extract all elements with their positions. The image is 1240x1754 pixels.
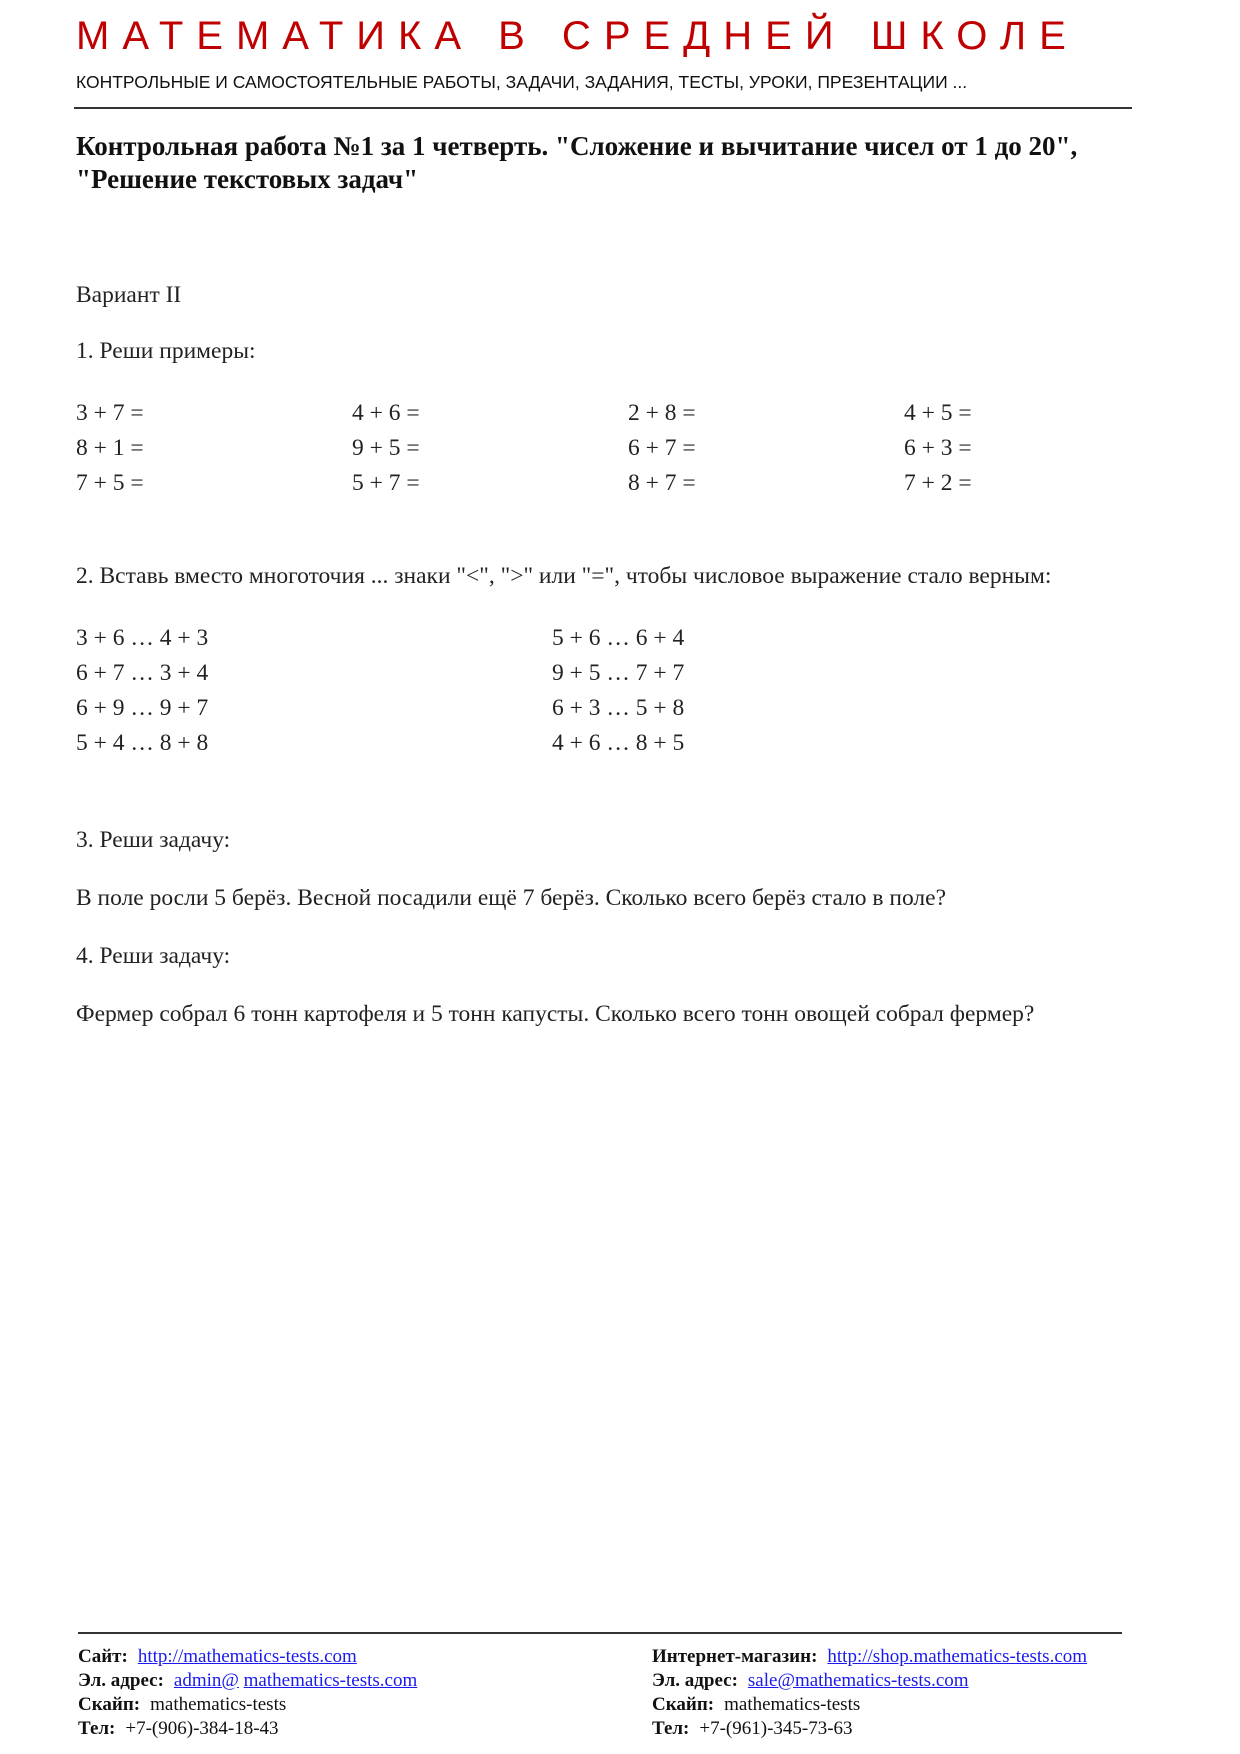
comparison: 6 + 7 … 3 + 4 (76, 660, 209, 686)
email-user-link[interactable]: sale@ (747, 1670, 795, 1691)
example: 5 + 7 = (352, 470, 420, 496)
shop-link[interactable]: http://shop.mathematics-tests.com (827, 1646, 1088, 1667)
example: 7 + 5 = (76, 470, 144, 496)
footer-site-line (78, 1645, 417, 1669)
example: 6 + 3 = (904, 435, 972, 461)
footer-contacts-right (652, 1645, 1087, 1741)
site-subtitle: КОНТРОЛЬНЫЕ И САМОСТОЯТЕЛЬНЫЕ РАБОТЫ, ЗАДАЧИ, ЗАДАНИЯ, ТЕСТЫ, УРОКИ, ПРЕЗЕНТАЦИИ ... (76, 72, 968, 92)
phone-value: +7-(961)-345-73-63 (699, 1718, 853, 1739)
task4-heading: 4. Реши задачу: (76, 943, 231, 969)
example: 9 + 5 = (352, 435, 420, 461)
example: 4 + 6 = (352, 400, 420, 426)
task2-row (76, 625, 1028, 660)
comparison: 9 + 5 … 7 + 7 (552, 660, 685, 686)
comparison: 6 + 3 … 5 + 8 (552, 695, 685, 721)
example: 7 + 2 = (904, 470, 972, 496)
phone-label: Тел: (652, 1718, 690, 1739)
footer-contacts-left (78, 1645, 417, 1741)
header-divider (74, 107, 1132, 109)
comparison: 5 + 4 … 8 + 8 (76, 730, 209, 756)
example: 8 + 1 = (76, 435, 144, 461)
task1-row (76, 470, 1180, 505)
example: 2 + 8 = (628, 400, 696, 426)
footer-skype-line (652, 1693, 1087, 1717)
email-user-link[interactable]: admin@ (173, 1670, 239, 1691)
email-label: Эл. адрес: (78, 1670, 164, 1691)
email-domain-link[interactable]: mathematics-tests.com (243, 1670, 418, 1691)
phone-value: +7-(906)-384-18-43 (125, 1718, 279, 1739)
variant-label: Вариант II (76, 282, 182, 308)
document-title (76, 130, 1156, 196)
footer-phone-line (652, 1717, 1087, 1741)
task4-text: Фермер собрал 6 тонн картофеля и 5 тонн капусты. Сколько всего тонн овощей собрал фермер? (76, 1001, 1035, 1027)
site-title: МАТЕМАТИКА В СРЕДНЕЙ ШКОЛЕ (76, 14, 1079, 58)
footer-divider (78, 1632, 1122, 1634)
document-title-line2: "Решение текстовых задач" (76, 164, 419, 194)
footer-phone-line (78, 1717, 417, 1741)
email-domain-link[interactable]: mathematics-tests.com (794, 1670, 969, 1691)
task1-row (76, 400, 1180, 435)
footer-email-line (78, 1669, 417, 1693)
comparison: 4 + 6 … 8 + 5 (552, 730, 685, 756)
skype-value: mathematics-tests (150, 1694, 287, 1715)
site-link[interactable]: http://mathematics-tests.com (137, 1646, 357, 1667)
task2-row (76, 660, 1028, 695)
task2-row (76, 695, 1028, 730)
skype-label: Скайп: (652, 1694, 715, 1715)
example: 6 + 7 = (628, 435, 696, 461)
skype-value: mathematics-tests (724, 1694, 861, 1715)
site-label: Сайт: (78, 1646, 128, 1667)
example: 8 + 7 = (628, 470, 696, 496)
comparison: 3 + 6 … 4 + 3 (76, 625, 209, 651)
example: 3 + 7 = (76, 400, 144, 426)
task2-heading: 2. Вставь вместо многоточия ... знаки "<", ">" или "=", чтобы числовое выражение стало верным: (76, 563, 1052, 589)
footer-skype-line (78, 1693, 417, 1717)
email-label: Эл. адрес: (652, 1670, 738, 1691)
task1-examples (76, 400, 1180, 505)
task2-comparisons (76, 625, 1028, 765)
example: 4 + 5 = (904, 400, 972, 426)
task1-heading: 1. Реши примеры: (76, 338, 256, 364)
shop-label: Интернет-магазин: (652, 1646, 818, 1667)
comparison: 6 + 9 … 9 + 7 (76, 695, 209, 721)
skype-label: Скайп: (78, 1694, 141, 1715)
comparison: 5 + 6 … 6 + 4 (552, 625, 685, 651)
task2-row (76, 730, 1028, 765)
task3-text: В поле росли 5 берёз. Весной посадили ещё 7 берёз. Сколько всего берёз стало в поле? (76, 885, 947, 911)
footer-shop-line (652, 1645, 1087, 1669)
task3-heading: 3. Реши задачу: (76, 827, 231, 853)
footer-email-line (652, 1669, 1087, 1693)
document-title-line1: Контрольная работа №1 за 1 четверть. "Сложение и вычитание чисел от 1 до 20", (76, 131, 1078, 161)
phone-label: Тел: (78, 1718, 116, 1739)
task1-row (76, 435, 1180, 470)
